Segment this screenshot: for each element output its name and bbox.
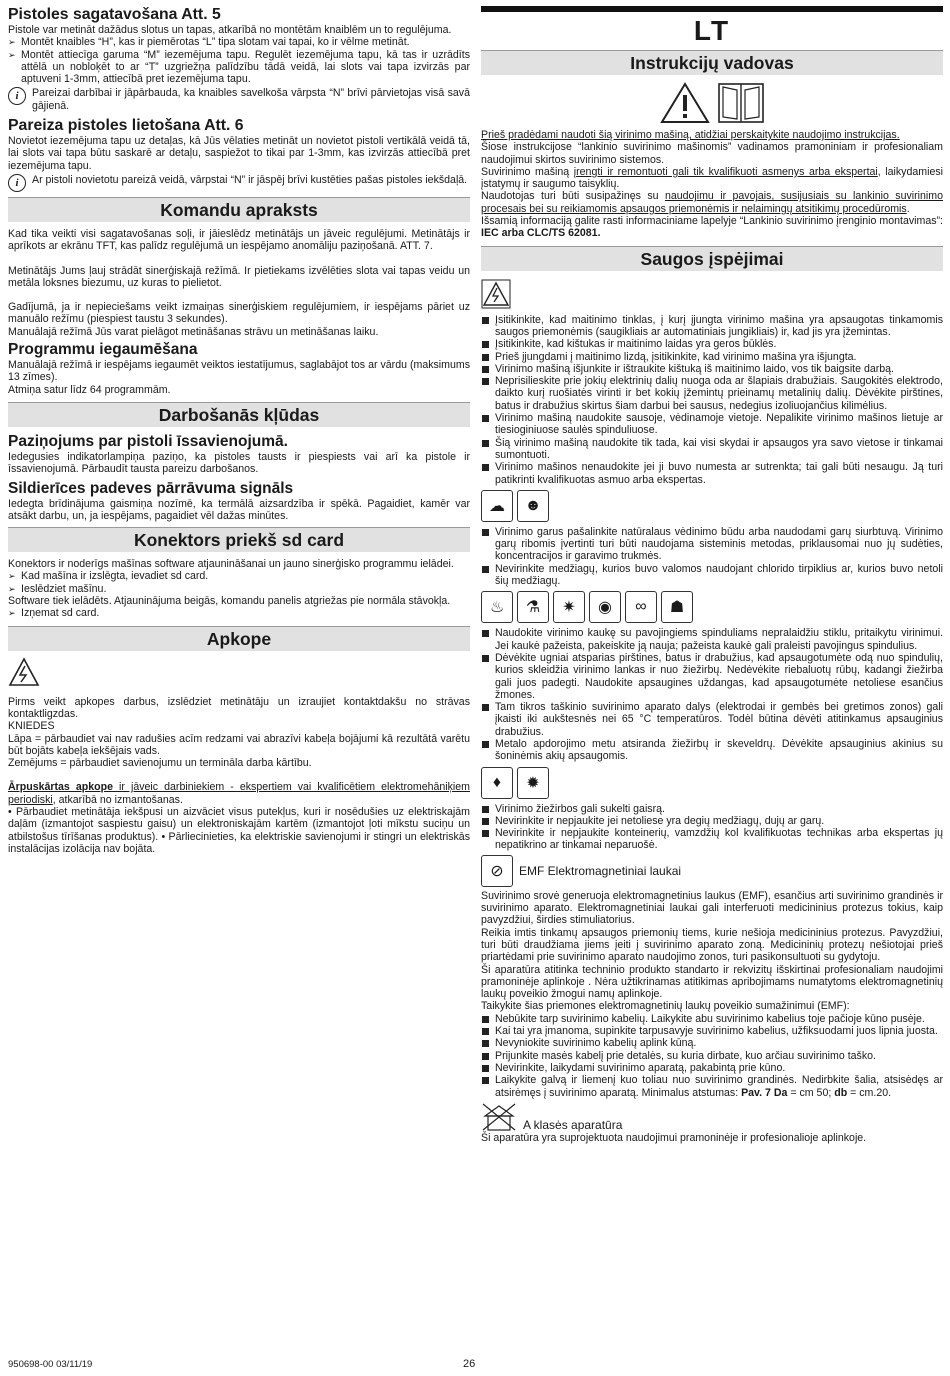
heading-pareiza: Pareiza pistoles lietošana Att. 6: [8, 117, 244, 135]
list-item: ➢ Ieslēdziet mašīnu.: [8, 583, 470, 595]
paragraph: Iedegusies indikatorlampiņa paziņo, ka pistoles tausts ir piespiests vai arī ka pistole ir īssavienojumā. Pārbaudīt tausta pareizu darbošanos.: [8, 450, 470, 476]
paragraph: Konektors ir noderīgs mašīnas software atjaunināšanai un jauno sinerģisko programmu ielādei.: [8, 558, 454, 571]
paragraph: • Pārbaudiet metinātāja iekšpusi un aizvāciet visus putekļus, kuri ir nosēdušies uz elektriskajām daļām (izmantojot saspiestu gaisu) un elektroniskajām kartēm (izmantojot ļoti mīkstu suciņu un atbilstošus tīrīšanas produktus). • Pārliecinieties, ka elektriskie savienojumi ir stingri un elektriskās instalācijas izolācija nav bojāta.: [8, 805, 470, 855]
list-item: Nevirinkite, laikydami suvirinimo aparatą, pakabintą prie kūno.: [481, 1062, 943, 1074]
icon-row: [481, 490, 943, 522]
underlined-text: ir jāveic darbiniekiem - ekspertiem vai kvalificētiem elektromehāniķiem periodiski: [8, 781, 470, 806]
helmet-icon: ◉: [589, 591, 621, 623]
paragraph: Metinātājs Jums ļauj strādāt sinerģiskajā režīmā. Ir pietiekams izvēlēties slota vai tapas veidu un metāla loksnes biezumu, uz kuras to pielietot.: [8, 264, 470, 289]
paragraph: Gadījumā, ja ir nepieciešams veikt izmaiņas sinerģiskiem regulējumiem, ir iespējams pāriet uz manuālo režīmu (piespiest taustu 3 sekundes).: [8, 301, 470, 326]
paragraph: Lāpa = pārbaudiet vai nav radušies acīm redzami vai abrazīvi kabeļa bojājumi kā rezultātā varētu būt bojāts kabeļa iekšējais vads.: [8, 732, 470, 757]
explosion-icon: ✹: [517, 767, 549, 799]
paragraph: Reikia imtis tinkamų apsaugos priemonių tiems, kurie nešioja medicininius protezus. Pavyzdžiui, turi būti draudžiama jiems įeiti į suvirinimo aparato zoną. Medicininių protezų nešiotojai prieš priartėdami prie suvirinimo aparato naudojimo zonos, turi pasikonsultuoti su gydytoju.: [481, 926, 943, 964]
manual-book-icon: [717, 81, 765, 125]
list-item: ➢ Montēt attiecīga garuma “M” iezemējuma tapu. Regulēt iezemējuma tapu, kā tas ir uzrādīts attēlā un nobloķēt to ar “T” uzgriežņa palīdzību tādā veidā, lai slots vai tapa izvirzās par aptuveni 1-3mm, attiecībā pret iezemējuma tapu.: [8, 49, 470, 86]
electric-hazard-icon: [8, 657, 40, 687]
list-item: Virinimo mašiną naudokite sausoje, vėdinamoje vietoje. Nepalikite virinimo mašinos lietuje ar tiesioginiuose saulės spinduliuose.: [481, 412, 943, 437]
list-item: Virinimo garus pašalinkite natūralaus vėdinimo būdu arba naudodami garų siurbtuvą. Virinimo garų ribomis įvertinti turi būti naudojama sisteminis metodas, priklausomai nuo jų sudėties, koncentracijos ir garavimo trukmės.: [481, 526, 943, 563]
section-band-darbosanas: Darbošanās kļūdas: [8, 402, 470, 427]
paragraph: Ši aparatūra atitinka techninio produkto standarto ir rekvizitų išskirtinai profesionaliam naudojimi pramoninėje aplinkoje . Nėra užtikrinamas atitikimas apribojimams numatytoms elektromagnetinių laukų poveikio žmogui namų aplinkoje.: [481, 963, 943, 1001]
section-band-komandu: Komandu apraksts: [8, 197, 470, 222]
paragraph: Prieš pradėdami naudoti šią virinimo mašiną, atidžiai perskaitykite naudojimo instrukcijas.: [481, 129, 900, 141]
class-a-heading: [481, 1102, 943, 1132]
list-item: Virinimo mašiną išjunkite ir ištraukite kištuką iš maitinimo laido, vos tik baigsite darbą.: [481, 363, 943, 375]
bold-underlined-text: Ārpuskārtas apkope: [8, 781, 113, 794]
paragraph: Manuālajā režīmā Jūs varat pielāgot metināšanas strāvu un metināšanas laiku.: [8, 325, 379, 338]
paragraph: Kad tika veikti visi sagatavošanas soļi, ir jāieslēdz metinātājs un jāveic regulējumi. Metinātājs ir aprīkots ar ekrānu TFT, kas palīdz regulējumā un iespējamo anomāliju paziņošanā. ATT. 7.: [8, 227, 470, 253]
page-number: 26: [463, 1358, 476, 1370]
section-band-saugos: Saugos įspėjimai: [481, 246, 943, 271]
hot-surface-icon: ♨: [481, 591, 513, 623]
info-text: Ar pistoli novietotu pareizā veidā, vārpstai “N” ir jāspēj brīvi kustēties pašas pistoles iekšdaļā.: [32, 173, 468, 186]
manual-icons: [481, 81, 943, 125]
info-note: [8, 174, 470, 192]
corrosive-icon: ⚗: [517, 591, 549, 623]
icon-row: [481, 591, 943, 623]
heading-pazinojums: Paziņojums par pistoli īssavienojumā.: [8, 432, 288, 450]
list-item: Tam tikros taškinio suvirinimo aparato dalys (elektrodai ir gembės bei gretimos zonos) gali įkaisti iki aukštesnės nei 65 °C temperatūros. Todėl būtina dėvėti atitinkamus apsauginius drabužius.: [481, 701, 943, 738]
list-item: Šią virinimo mašiną naudokite tik tada, kai visi skydai ir apsaugos yra savo vietose ir tinkamai sumontuoti.: [481, 437, 943, 462]
list-item: Nebūkite tarp suvirinimo kabelių. Laikykite abu suvirinimo kabelius toje pačioje kūno pusėje.: [481, 1013, 943, 1025]
paragraph: Manuālajā režīmā ir iespējams iegaumēt veiktos iestatījumus, saglabājot tos ar vārdu (maksimums 13 zīmes).: [8, 359, 470, 384]
section-band-konektors: Konektors priekš sd card: [8, 527, 470, 552]
paragraph: Suvirinimo mašiną įrengti ir remontuoti gali tik kvalifikuoti asmenys arba ekspertai, laikydamiesi įstatymų ir saugumo taisyklių.: [481, 165, 943, 191]
list-item: ➢ Montēt knaibles “H”, kas ir piemērotas “L” tipa slotam vai tapai, ko ir vēlme metināt.: [8, 36, 470, 48]
list-item: ➢ Izņemat sd card.: [8, 607, 470, 619]
list-item: Virinimo žiežirbos gali sukelti gaisrą.: [481, 803, 943, 815]
list-item: Įsitikinkite, kad maitinimo tinklas, į kurį įjungta virinimo mašina yra apsaugotas tinkamomis saugos priemonėmis (saugikliais ar automatiniais jungikliais) ir, kad jis yra įžemintas.: [481, 314, 943, 339]
paragraph: Naudotojas turi būti susipažinęs su naudojimu ir pavojais, susijusiais su lankinio suvirinimo procesais bei su reikiamomis apsaugos priemonėmis ir nelaimingų atsitikimų procedūromis.: [481, 190, 943, 215]
paragraph: Zemējums = pārbaudiet savienojumu un termināla darba kārtību.: [8, 757, 312, 770]
list-item: Įsitikinkite, kad kištukas ir maitinimo laidas yra geros būklės.: [481, 338, 943, 350]
section-band-instrukciju: Instrukcijų vadovas: [481, 50, 943, 75]
paragraph: [8, 781, 470, 806]
list-item: Prieš įjungdami į maitinimo lizdą, įsitikinkite, kad virinimo mašina yra išjungta.: [481, 351, 943, 363]
list-item: Nevirinkite ir nepjaukite jei netoliese yra degių medžiagų, dujų ar garų.: [481, 815, 943, 827]
list-item: Virinimo mašinos nenaudokite jei ji buvo numesta ar sutrenkta; tai gali būti nesaugu. Ją turi patikrinti kvalifikuotas asmuo arba ekspertas.: [481, 461, 943, 486]
class-a-title: A klasės aparatūra: [523, 1117, 623, 1132]
spark-icon: ✷: [553, 591, 585, 623]
right-column: [481, 6, 943, 1144]
left-column: [8, 6, 470, 855]
paragraph: KNIEDES: [8, 720, 55, 733]
language-code: LT: [693, 15, 731, 46]
emf-title: EMF Elektromagnetiniai laukai: [519, 863, 682, 878]
document-code: 950698-00 03/11/19: [8, 1359, 93, 1370]
info-icon: i: [8, 174, 26, 192]
paragraph: Išsamią informaciją galite rasti informaciniame lapelyje “Lankinio suvirinimo įrenginio montavimas”: IEC arba CLC/TS 62081.: [481, 215, 943, 240]
warning-icon: [659, 81, 711, 125]
info-icon: i: [8, 87, 26, 105]
icon-row: [481, 767, 943, 799]
list-item: Neprisilieskite prie jokių elektrinių dalių nuoga oda ar šlapiais drabužiais. Saugokitės elektrodo, daikto kurį ruošiatės virinti ir bet kokių įžemintų prieinamų metalinių dalių. Dėvėkite pirštines, batus ir drabužius skirtus šiam darbui bei sausus, nedegius izoliuojančius kilimėlius.: [481, 375, 943, 412]
paragraph: Taikykite šias priemones elektromagnetinių laukų poveikio sumažinimui (EMF):: [481, 1000, 850, 1013]
paragraph: Ši aparatūra yra suprojektuota naudojimui pramoninėje ir profesionalioje aplinkoje.: [481, 1131, 867, 1144]
heading-programmu: Programmu iegaumēšana: [8, 341, 198, 359]
emf-pacemaker-icon: ⊘: [481, 855, 513, 887]
paragraph: Software tiek ielādēts. Atjauninājuma beigās, komandu panelis atgriežas pie normāla stāvokļa.: [8, 595, 451, 608]
section-band-apkope: Apkope: [8, 626, 470, 651]
paragraph: Atmiņa satur līdz 64 programmām.: [8, 383, 171, 396]
paragraph: Pistole var metināt dažādus slotus un tapas, atkarībā no montētām knaiblēm un to regulējuma.: [8, 24, 452, 36]
list-item: Nevirinkite ir nepjaukite konteinerių, vamzdžių kol kvalifikuotas technikas arba ekspertas jų nepatikrino ar tinkamai neparuošė.: [481, 827, 943, 852]
list-item: Prijunkite masės kabelį prie detalės, su kuria dirbate, kuo arčiau suvirinimo taško.: [481, 1050, 943, 1062]
electric-hazard-icon: [481, 279, 511, 309]
list-item: Metalo apdorojimo metu atsiranda žiežirbų ir skeveldrų. Dėvėkite apsauginius akinius su šoninėmis akių apsaugomis.: [481, 738, 943, 763]
paragraph: Šiose instrukcijose “lankinio suvirinimo mašinomis” vadinamos pramoniniam ir profesionaliam naudojimui skirtos suvirinimo sistemos.: [481, 141, 943, 166]
goggles-icon: ∞: [625, 591, 657, 623]
class-a-icon: [481, 1102, 517, 1132]
list-item: ➢ Kad mašīna ir izslēgta, ievadiet sd card.: [8, 570, 470, 582]
text: , atkarībā no izmantošanas.: [52, 793, 183, 806]
list-item: Kai tai yra įmanoma, supinkite tarpusavyje suvirinimo kabelius, užfiksuodami juos lipnia juosta.: [481, 1025, 943, 1037]
paragraph: Iedegta brīdinājuma gaismiņa nozīmē, ka termālā aizsardzība ir spēkā. Pagaidiet, kamēr var atsākt darbu, un, ja iespējams, pagaidiet vēl dažas minūtes.: [8, 497, 470, 522]
list-item: Nevyniokite suvirinimo kabelių aplink kūną.: [481, 1037, 943, 1049]
paragraph: Suvirinimo srovė generuoja elektromagnetinius laukus (EMF), esančius arti suvirinimo grandinės ir suvirinimo aparato. Elektromagnetiniai laukai gali interferuoti medicininius protezus tokius, kaip pavyzdžiui, širdies stimuliatorius.: [481, 889, 943, 927]
heading-sildierces: Sildierīces padeves pārrāvuma signāls: [8, 479, 294, 497]
list-item: Nevirinkite medžiagų, kurios buvo valomos naudojant chlorido tirpiklius ar, kurios buvo netoli šių medžiagų.: [481, 563, 943, 588]
list-item: Dėvėkite ugniai atsparias pirštines, batus ir drabužius, kad apsaugotumėte odą nuo spindulių, kurios skleidžia virinimo lankas ir nuo žiežirbų. Nedėvėkite riebaluotų rūbų, kadangi žiežirba gali juos padegti. Naudokite apsaugines uždangas, kad apsaugotumėte netoliese esančius žmones.: [481, 652, 943, 701]
paragraph: Novietot iezemējuma tapu uz detaļas, kā Jūs vēlaties metināt un novietot pistoli vertikālā veidā tā, lai slots vai tapa būtu saskarē ar detaļu, saspiežot to tikai par 1-3mm, kas izvirzās attiecībā pret iezemējuma tapu.: [8, 135, 470, 172]
protective-suit-icon: ☗: [661, 591, 693, 623]
mask-icon: ☻: [517, 490, 549, 522]
paragraph: Pirms veikt apkopes darbus, izslēdziet metinātāju un izraujiet kontaktdakšu no strāvas kontaktligzdas.: [8, 695, 470, 720]
list-item: Naudokite virinimo kaukę su pavojingiems spinduliams nepralaidžiu stiklu, pritaikytu virinimui. Jei kaukė pažeista, pakeiskite ją nauja; pažeista kaukė gali praleisti pavojingus spindulius.: [481, 627, 943, 652]
fumes-icon: ☁: [481, 490, 513, 522]
emf-heading: [481, 855, 943, 887]
fire-icon: ♦: [481, 767, 513, 799]
info-note: [8, 87, 470, 112]
heading-pistoles: Pistoles sagatavošana Att. 5: [8, 6, 221, 23]
list-item: Laikykite galvą ir liemenį kuo toliau nuo suvirinimo grandinės. Nedirbkite šalia, atsisėdęs ar atsirėmęs į suvirinimo aparatą. Minimalus atstumas: Pav. 7 Da = cm 50; db = cm.20.: [481, 1074, 943, 1099]
info-text: Pareizai darbībai ir jāpārbauda, ka knaibles savelkoša vārpsta “N” brīvi pārvietojas visā savā gājienā.: [32, 87, 470, 112]
